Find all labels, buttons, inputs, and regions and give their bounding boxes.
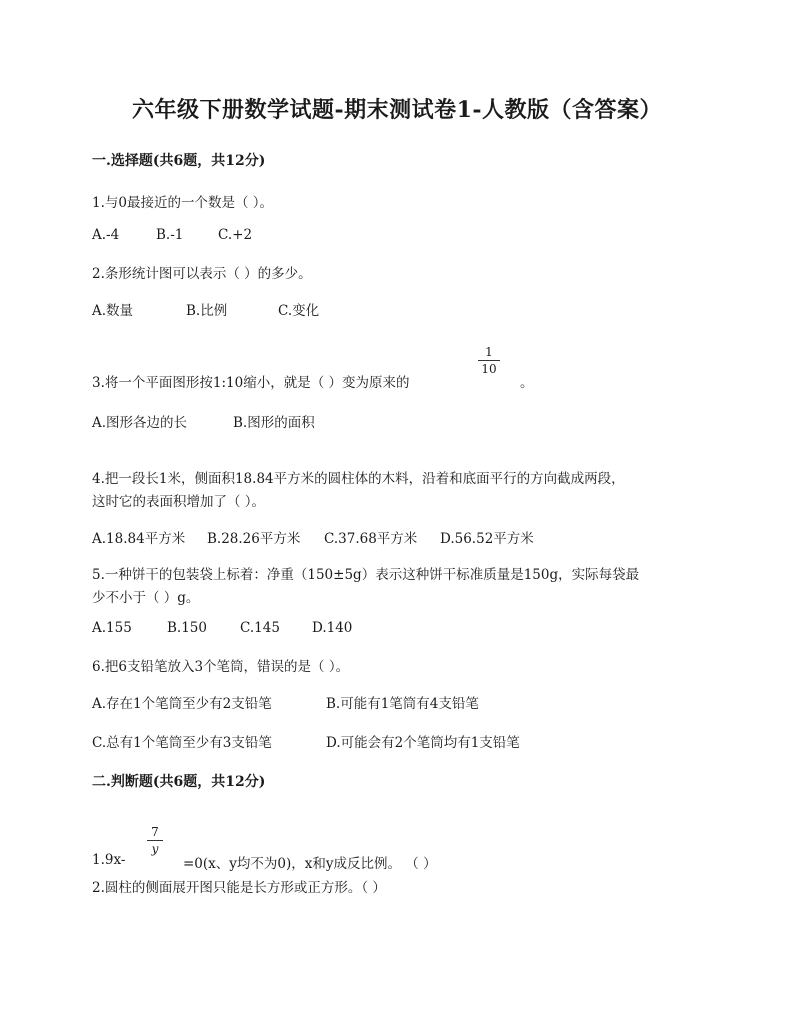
section-heading-choice: 一.选择题(共6题，共12分) xyxy=(92,153,266,169)
question-6-options-row2 xyxy=(92,731,520,751)
question-5-line2: 少不小于（ ）g。 xyxy=(92,590,200,606)
option-a: A.数量 xyxy=(92,303,134,319)
fraction-bar xyxy=(147,840,163,841)
option-a: A.18.84平方米 xyxy=(92,531,186,547)
judgement-1-end: =0(x、y均不为0)，x和y成反比例。 （ ） xyxy=(183,856,437,872)
question-4-line1: 4.把一段长1米，侧面积18.84平方米的圆柱体的木料，沿着和底面平行的方向截成两段， xyxy=(92,471,625,487)
option-d: D.可能会有2个笔筒均有1支铅笔 xyxy=(326,735,520,751)
question-6: 6.把6支铅笔放入3个笔筒，错误的是（ ）。 xyxy=(92,659,350,675)
option-a: A.-4 xyxy=(92,227,120,243)
fraction-seven-over-y xyxy=(147,825,163,856)
fraction-denominator: 10 xyxy=(481,362,497,376)
option-c: C.总有1个笔筒至少有3支铅笔 xyxy=(92,735,272,751)
judgement-1-start: 1.9x- xyxy=(92,852,126,868)
question-1: 1.与0最接近的一个数是（ ）。 xyxy=(92,195,274,211)
fraction-one-tenth xyxy=(478,345,500,376)
option-c: C.37.68平方米 xyxy=(324,531,418,547)
option-b: B.可能有1笔筒有4支铅笔 xyxy=(326,696,479,712)
fraction-numerator: 7 xyxy=(151,825,159,839)
fraction-bar xyxy=(478,360,500,361)
option-b: B.28.26平方米 xyxy=(207,531,301,547)
question-4-options xyxy=(92,527,534,547)
question-6-options-row1 xyxy=(92,692,479,712)
judgement-2: 2.圆柱的侧面展开图只能是长方形或正方形。（ ） xyxy=(92,880,386,896)
option-d: D.140 xyxy=(312,620,353,636)
option-a: A.图形各边的长 xyxy=(92,415,188,431)
question-5-options xyxy=(92,620,352,636)
question-3: 3.将一个平面图形按1:10缩小，就是（ ）变为原来的 xyxy=(92,375,410,391)
option-a: A.存在1个笔筒至少有2支铅笔 xyxy=(92,696,272,712)
option-b: B.比例 xyxy=(186,303,228,319)
question-1-options xyxy=(92,227,252,243)
question-2: 2.条形统计图可以表示（ ）的多少。 xyxy=(92,266,312,282)
question-3-end: 。 xyxy=(520,375,534,391)
question-3-options xyxy=(92,411,315,431)
option-d: D.56.52平方米 xyxy=(440,531,534,547)
question-5-line1: 5.一种饼干的包装袋上标着：净重（150±5g）表示这种饼干标准质量是150g，实际每袋最 xyxy=(92,567,640,583)
section-heading-judgement: 二.判断题(共6题，共12分) xyxy=(92,774,266,790)
option-c: C.变化 xyxy=(278,303,320,319)
option-c: C.145 xyxy=(240,620,280,636)
option-c: C.+2 xyxy=(218,227,253,243)
fraction-numerator: 1 xyxy=(485,345,493,359)
option-b: B.-1 xyxy=(156,227,184,243)
option-b: B.图形的面积 xyxy=(233,415,315,431)
question-4-line2: 这时它的表面积增加了（ ）。 xyxy=(92,494,266,510)
option-b: B.150 xyxy=(167,620,207,636)
option-a: A.155 xyxy=(92,620,132,636)
page-title: 六年级下册数学试题-期末测试卷1-人教版（含答案） xyxy=(131,97,663,123)
question-2-options xyxy=(92,299,319,319)
fraction-denominator: y xyxy=(151,842,159,856)
